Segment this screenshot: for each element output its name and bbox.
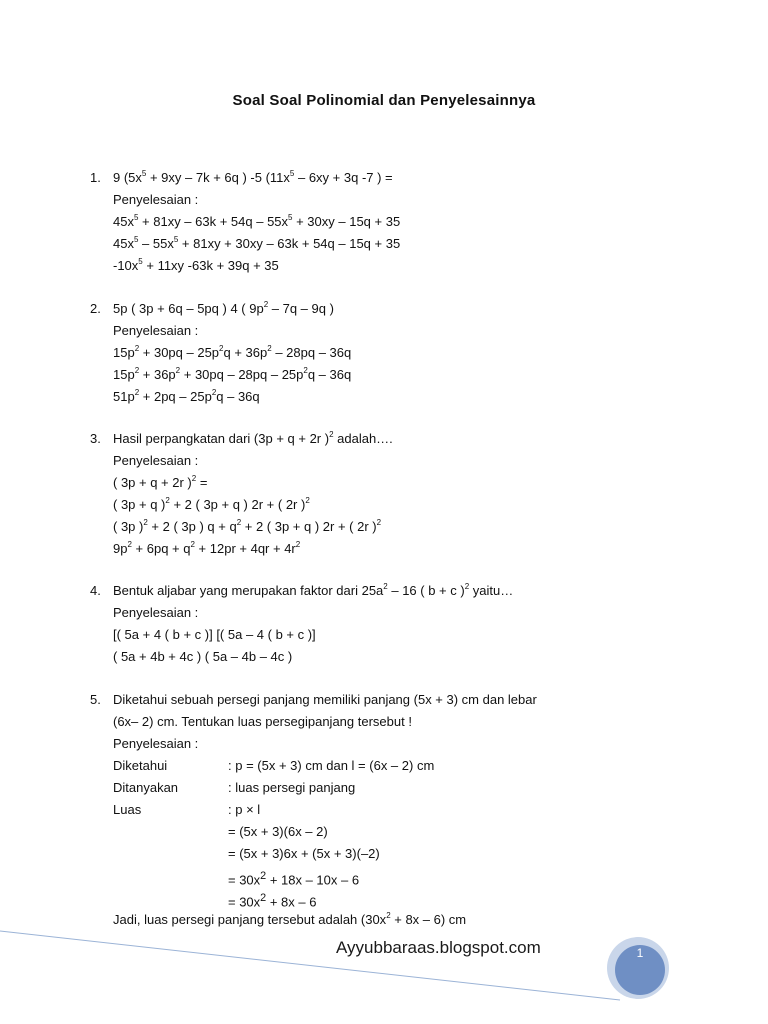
problem-number: 1. bbox=[90, 170, 101, 185]
problem-statement: Hasil perpangkatan dari (3p + q + 2r )$^2$ adalah…. bbox=[113, 429, 393, 446]
problem-number: 4. bbox=[90, 583, 101, 598]
solution-line: $15p^2 + 30pq - 25p^2q + 36p^2 - 28pq - 36q$ bbox=[113, 343, 352, 360]
solution-line: Penyelesaian : bbox=[113, 605, 199, 620]
solution-line: $45x^5 - 55x^5 + 81xy + 30xy - 63k + 54q - 15q + 35$ bbox=[113, 234, 401, 251]
problem-number: 3. bbox=[90, 431, 101, 446]
solution-line: ( 5a + 4b + 4c ) ( 5a – 4b – 4c ) bbox=[113, 649, 293, 664]
document-title: Soal Soal Polinomial dan Penyelesainnya bbox=[232, 92, 536, 109]
solution-line: Penyelesaian : bbox=[113, 192, 199, 207]
given-value: = (5x + 3)(6x – 2) bbox=[228, 824, 328, 839]
given-label: Diketahui bbox=[113, 758, 168, 773]
given-label: Ditanyakan bbox=[113, 780, 179, 795]
solution-line: ( 3p + q + 2r )$^2$ = bbox=[113, 473, 208, 490]
solution-line: ( 3p )$^2$ + 2 ( 3p ) $q + q^2 + 2$ ( 3p + q ) 2r + ( 2r )$^2$ bbox=[113, 517, 382, 534]
page-number: 1 bbox=[636, 946, 644, 960]
given-value: = $30x^2 + 18x - 10x - 6$ bbox=[228, 870, 360, 888]
solution-line: (6x– 2) cm. Tentukan luas persegipanjang tersebut ! bbox=[113, 714, 412, 729]
given-label: Luas bbox=[113, 802, 142, 817]
problem-number: 5. bbox=[90, 692, 101, 707]
problem-number: 2. bbox=[90, 301, 101, 316]
solution-line: $15p^2 + 36p^2 + 30pq - 28pq - 25p^2q - 36q$ bbox=[113, 365, 352, 382]
given-value: : p = (5x + 3) cm dan l = (6x – 2) cm bbox=[228, 758, 435, 773]
solution-line: $51p^2 + 2pq - 25p^2q - 36q$ bbox=[113, 387, 260, 404]
solution-line: Penyelesaian : bbox=[113, 736, 199, 751]
given-value: = $30x^2 + 8x - 6$ bbox=[228, 892, 317, 910]
solution-line: $-10x^5 + 11xy$ -63k + 39q + 35 bbox=[113, 256, 279, 273]
solution-line: $9p^2 + 6pq + q^2 + 12pr + 4qr + 4r^2$ bbox=[113, 539, 301, 556]
given-value: = (5x + 3)6x + (5x + 3)(–2) bbox=[228, 846, 380, 861]
problem-statement: Bentuk aljabar yang merupakan faktor dari $25a^2 - 16$ ( b + c )$^2$ yaitu… bbox=[113, 581, 514, 598]
solution-line: $45x^5 + 81xy - 63k + 54q - 55x^5 + 30xy - 15q + 35$ bbox=[113, 212, 401, 229]
problem-statement: 5p ( 3p + 6q – 5pq ) 4 ( $9p^2 - 7q - 9q$ ) bbox=[113, 299, 334, 316]
solution-line: Penyelesaian : bbox=[113, 323, 199, 338]
footer-blog-url[interactable]: Ayyubbaraas.blogspot.com bbox=[336, 938, 541, 957]
given-value: : p × l bbox=[228, 802, 261, 817]
solution-line: [( 5a + 4 ( b + c )] [( 5a – 4 ( b + c )] bbox=[113, 627, 316, 642]
solution-line: Penyelesaian : bbox=[113, 453, 199, 468]
given-value: : luas persegi panjang bbox=[228, 780, 356, 795]
conclusion: Jadi, luas persegi panjang tersebut adalah $(30x^2 + 8x - 6)$ cm bbox=[113, 910, 467, 927]
solution-line: ( 3p + q )$^2$ + 2 ( 3p + q ) 2r + ( 2r )$^2$ bbox=[113, 495, 310, 512]
problem-statement: 9 ($5x^5 + 9xy - 7k + 6q$ ) -5 ($11x^5 - 6xy + 3q$ -7 ) = bbox=[113, 168, 393, 185]
problem-statement: Diketahui sebuah persegi panjang memiliki panjang (5x + 3) cm dan lebar bbox=[113, 692, 537, 707]
